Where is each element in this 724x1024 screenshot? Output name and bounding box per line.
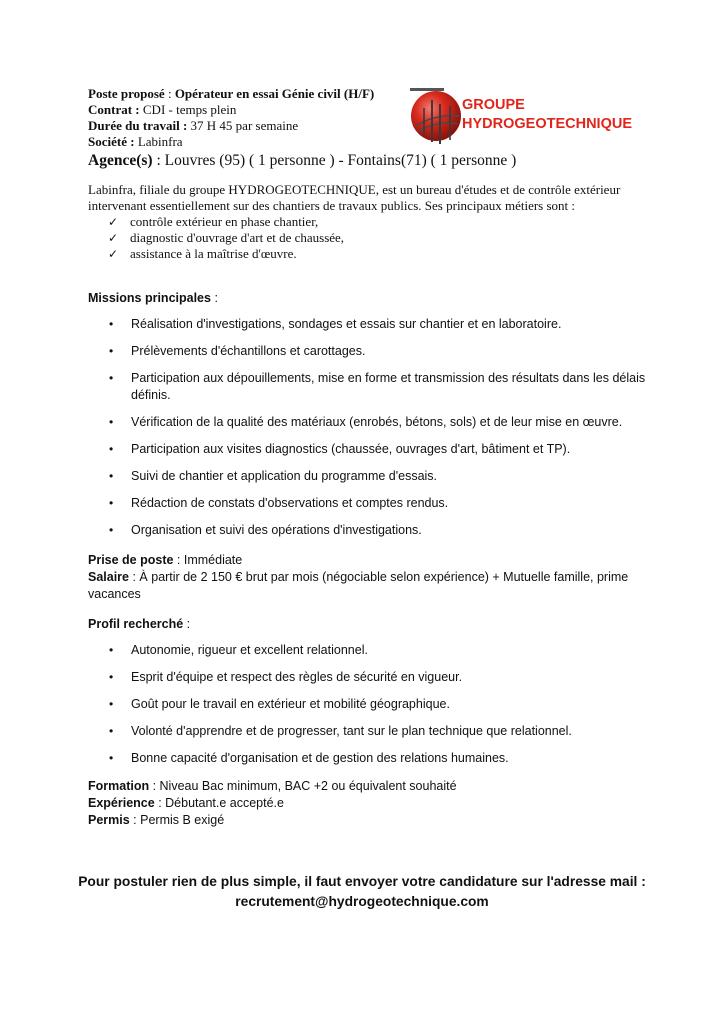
duree-value: 37 H 45 par semaine xyxy=(187,118,299,133)
formation-line xyxy=(88,778,648,795)
missions-list xyxy=(88,316,648,549)
bullet-icon: • xyxy=(109,496,114,510)
bullet-icon: • xyxy=(109,643,114,657)
list-item xyxy=(88,696,648,713)
societe-label: Société : xyxy=(88,134,135,149)
bullet-icon: • xyxy=(109,415,114,429)
poste-value: Opérateur en essai Génie civil (H/F) xyxy=(174,86,375,101)
mission-text: Suivi de chantier et application du programme d'essais. xyxy=(131,469,438,483)
agence-label: Agence(s) xyxy=(88,152,153,169)
profil-text: Bonne capacité d'organisation et de gestion des relations humaines. xyxy=(131,751,509,765)
contrat-label: Contrat : xyxy=(88,102,140,117)
profil-list xyxy=(88,642,648,777)
formation-value: : Niveau Bac minimum, BAC +2 ou équivalent souhaité xyxy=(149,779,457,793)
metier-text: diagnostic d'ouvrage d'art et de chaussée, xyxy=(130,230,345,245)
agence-value: : Louvres (95) ( 1 personne ) - Fontains(71) ( 1 personne ) xyxy=(152,152,517,169)
list-item xyxy=(88,370,648,404)
poste-separator: : xyxy=(164,86,175,101)
profil-title: Profil recherché xyxy=(88,617,184,631)
profil-text: Esprit d'équipe et respect des règles de sécurité en vigueur. xyxy=(131,670,463,684)
metiers-list xyxy=(88,214,648,262)
logo-line-1: GROUPE xyxy=(462,97,525,113)
mission-text: Participation aux visites diagnostics (chaussée, ouvrages d'art, bâtiment et TP). xyxy=(131,442,571,456)
list-item xyxy=(88,669,648,686)
checkmark-icon: ✓ xyxy=(108,231,119,245)
list-item xyxy=(88,214,648,230)
mission-text: Organisation et suivi des opérations d'investigations. xyxy=(131,523,422,537)
permis-line xyxy=(88,812,648,829)
list-item xyxy=(88,723,648,740)
prise-value: : Immédiate xyxy=(173,553,243,567)
apply-footer xyxy=(60,872,664,912)
company-intro xyxy=(88,182,648,262)
missions-separator: : xyxy=(210,291,218,305)
permis-label: Permis xyxy=(88,813,130,827)
salaire-line xyxy=(88,569,648,603)
salaire-value: : À partir de 2 150 € brut par mois (négociable selon expérience) + Mutuelle famille, prime vacances xyxy=(88,570,629,601)
apply-email-link[interactable]: recrutement@hydrogeotechnique.com xyxy=(235,894,489,909)
prise-label: Prise de poste xyxy=(88,553,174,567)
missions-heading xyxy=(88,290,218,306)
metier-text: assistance à la maîtrise d'œuvre. xyxy=(130,246,297,261)
bullet-icon: • xyxy=(109,442,114,456)
logo-line-2: HYDROGEOTECHNIQUE xyxy=(462,116,632,132)
logo-wordmark xyxy=(462,96,632,134)
globe-logo-icon xyxy=(410,86,466,146)
list-item xyxy=(88,343,648,360)
experience-value: : Débutant.e accepté.e xyxy=(154,796,284,810)
requirements-block xyxy=(88,778,648,829)
prise-line xyxy=(88,552,648,569)
profil-text: Autonomie, rigueur et excellent relationnel. xyxy=(131,643,368,657)
company-logo xyxy=(410,86,650,146)
duree-label: Durée du travail : xyxy=(88,118,188,133)
bullet-icon: • xyxy=(109,317,114,331)
list-item xyxy=(88,414,648,431)
profil-heading xyxy=(88,616,190,632)
bullet-icon: • xyxy=(109,751,114,765)
mission-text: Vérification de la qualité des matériaux (enrobés, bétons, sols) et de leur mise en œuvre. xyxy=(131,415,623,429)
bullet-icon: • xyxy=(109,344,114,358)
list-item xyxy=(88,230,648,246)
bullet-icon: • xyxy=(109,697,114,711)
list-item xyxy=(88,441,648,458)
bullet-icon: • xyxy=(109,371,114,385)
formation-label: Formation xyxy=(88,779,150,793)
list-item xyxy=(88,246,648,262)
agence-line xyxy=(88,151,528,171)
bullet-icon: • xyxy=(109,523,114,537)
list-item xyxy=(88,522,648,539)
mission-text: Rédaction de constats d'observations et comptes rendus. xyxy=(131,496,449,510)
bullet-icon: • xyxy=(109,670,114,684)
checkmark-icon: ✓ xyxy=(108,247,119,261)
permis-value: : Permis B exigé xyxy=(129,813,225,827)
experience-line xyxy=(88,795,648,812)
contrat-value: CDI - temps plein xyxy=(139,102,237,117)
list-item xyxy=(88,468,648,485)
bullet-icon: • xyxy=(109,469,114,483)
intro-paragraph: Labinfra, filiale du groupe HYDROGEOTECHNIQUE, est un bureau d'études et de contrôle extérieur intervenant essentiellement sur des chantiers de travaux publics. Ses principaux métiers sont : xyxy=(88,182,621,213)
conditions-block xyxy=(88,552,648,603)
list-item xyxy=(88,642,648,659)
list-item xyxy=(88,316,648,333)
societe-value: Labinfra xyxy=(134,134,183,149)
metier-text: contrôle extérieur en phase chantier, xyxy=(130,214,319,229)
bullet-icon: • xyxy=(109,724,114,738)
poste-label: Poste proposé xyxy=(88,86,165,101)
experience-label: Expérience xyxy=(88,796,155,810)
list-item xyxy=(88,750,648,767)
salaire-label: Salaire xyxy=(88,570,130,584)
mission-text: Réalisation d'investigations, sondages et essais sur chantier et en laboratoire. xyxy=(131,317,562,331)
profil-text: Goût pour le travail en extérieur et mobilité géographique. xyxy=(131,697,450,711)
checkmark-icon: ✓ xyxy=(108,215,119,229)
mission-text: Prélèvements d'échantillons et carottages. xyxy=(131,344,366,358)
mission-text: Participation aux dépouillements, mise en forme et transmission des résultats dans les délais définis. xyxy=(131,371,646,402)
list-item xyxy=(88,495,648,512)
profil-text: Volonté d'apprendre et de progresser, tant sur le plan technique que relationnel. xyxy=(131,724,572,738)
apply-instructions: Pour postuler rien de plus simple, il faut envoyer votre candidature sur l'adresse mail : xyxy=(78,874,646,889)
profil-separator: : xyxy=(183,617,191,631)
missions-title: Missions principales xyxy=(88,291,211,305)
